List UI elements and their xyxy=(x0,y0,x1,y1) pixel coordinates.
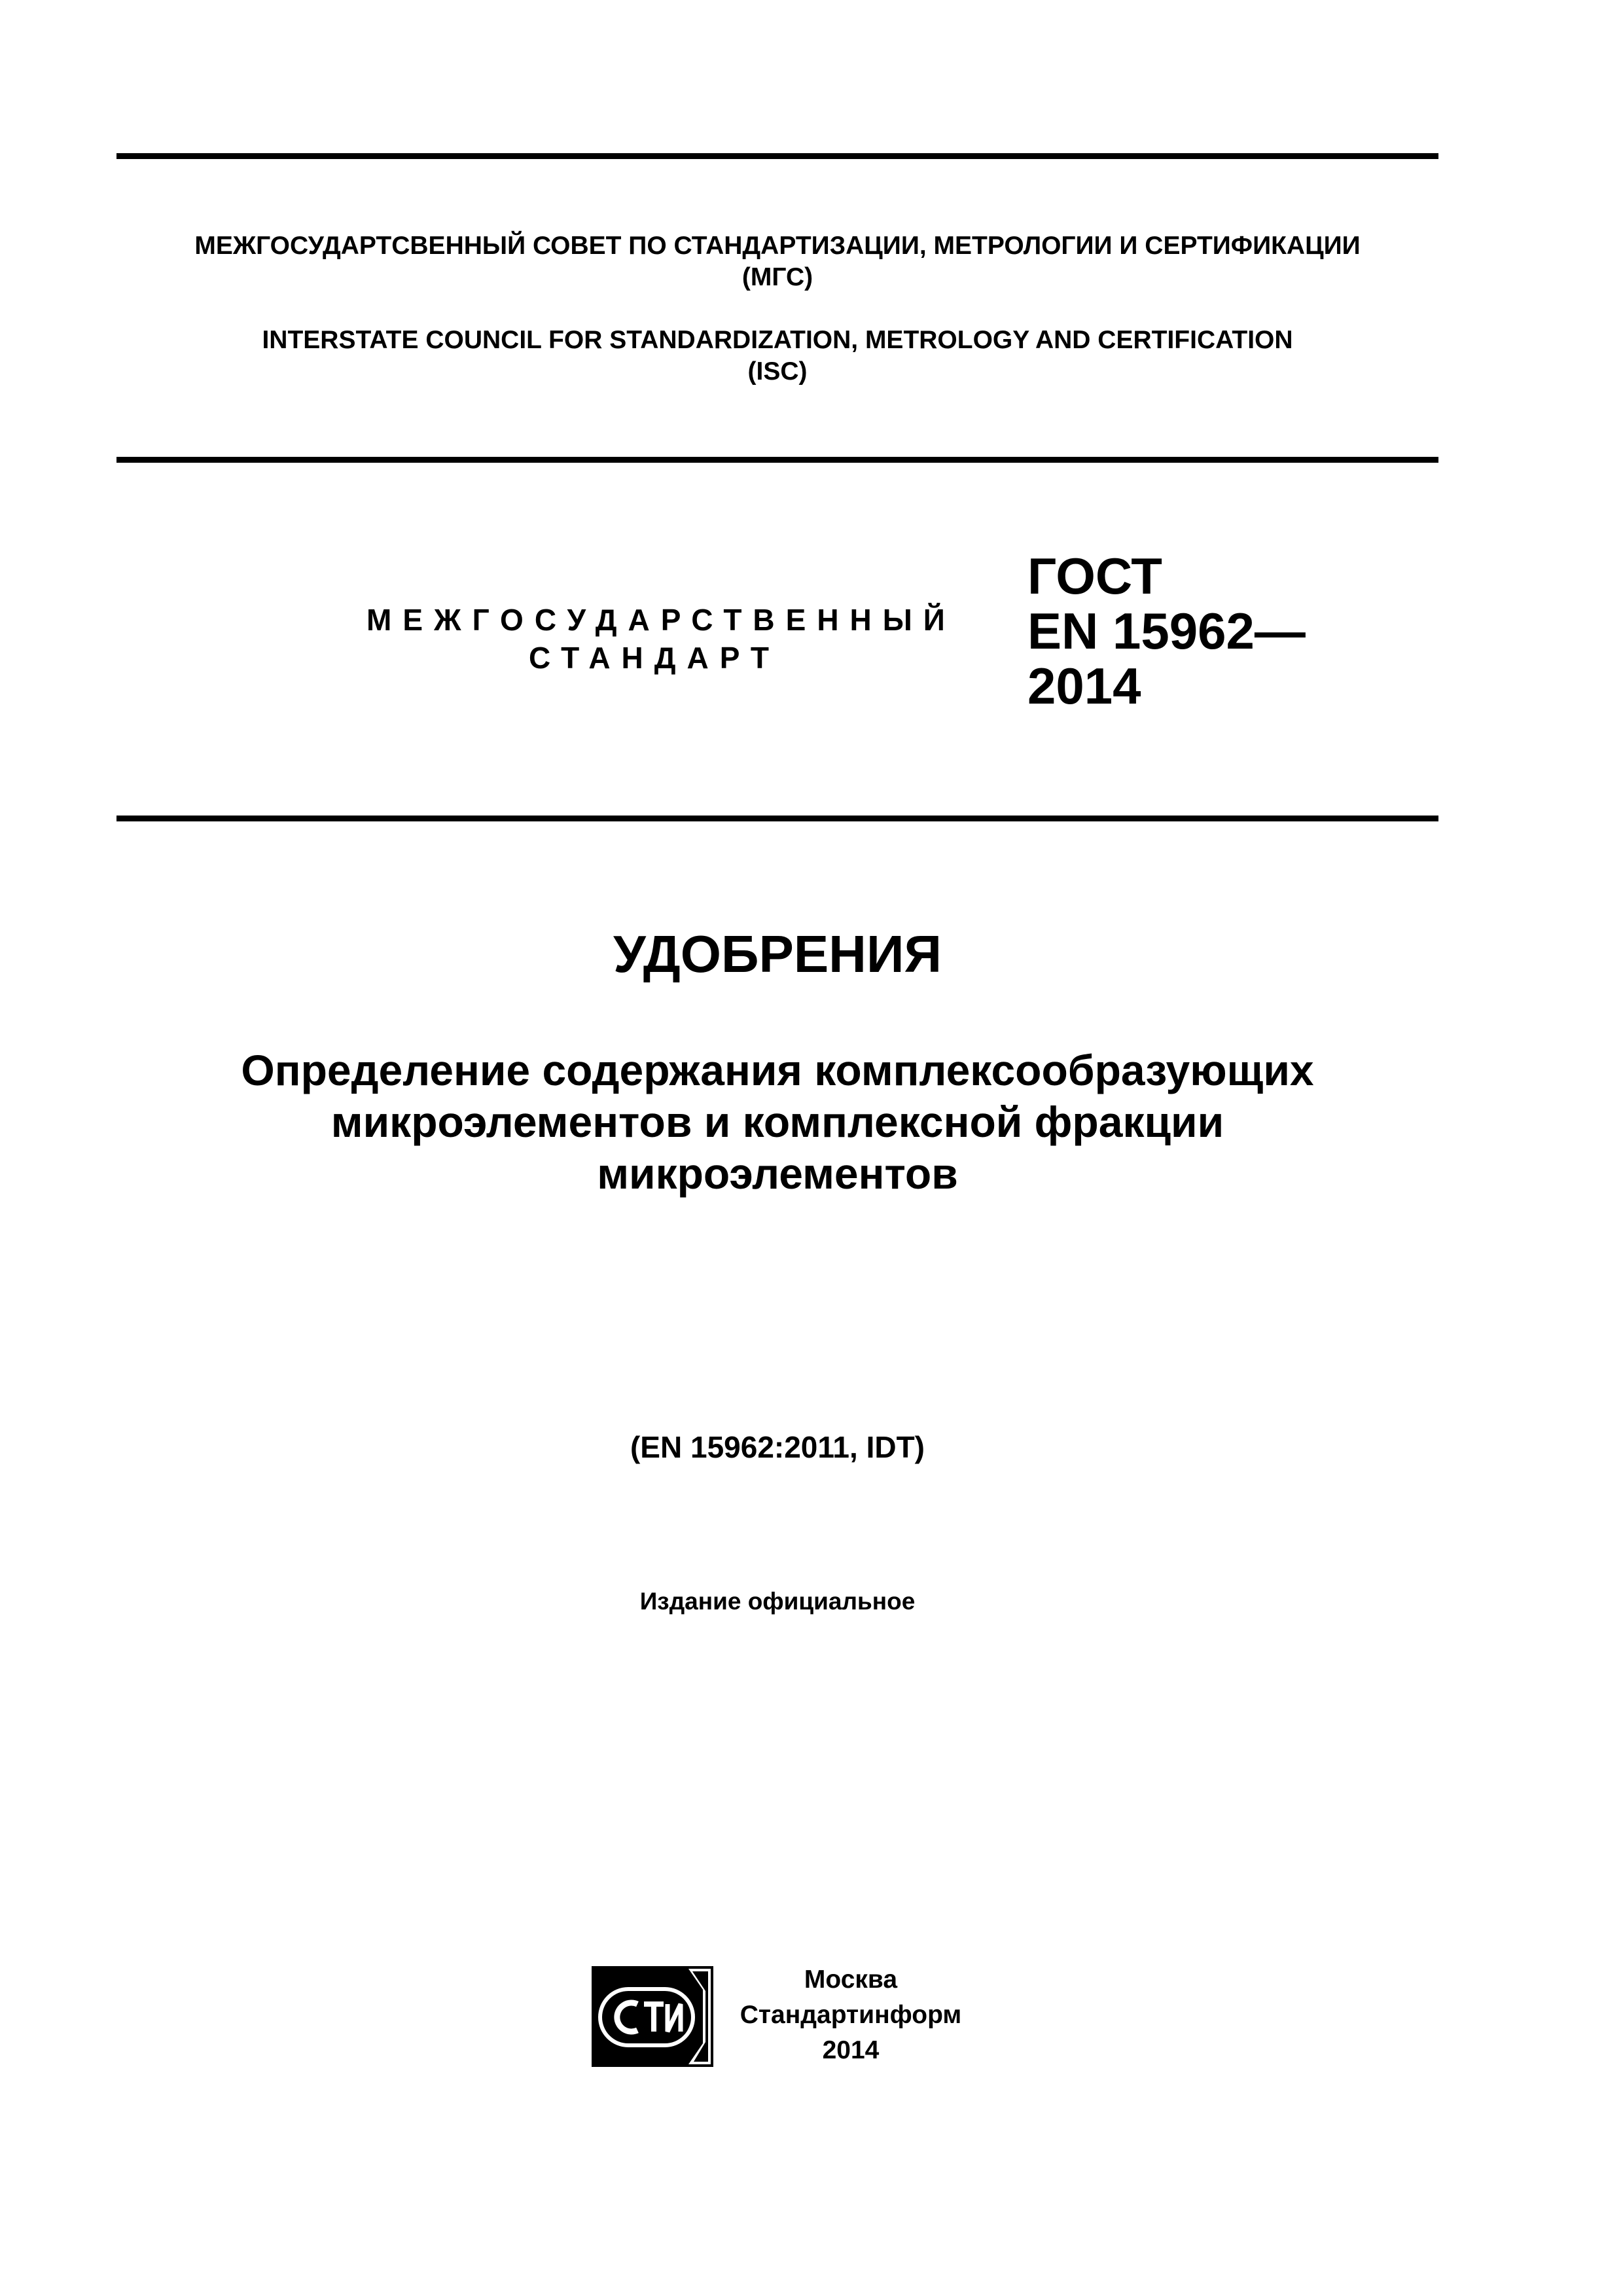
subtitle-line-3: микроэлементов xyxy=(597,1149,958,1198)
middle-divider xyxy=(116,457,1438,463)
standard-number xyxy=(1027,548,1446,713)
page-title: УДОБРЕНИЯ xyxy=(613,925,942,983)
council-name-russian xyxy=(116,230,1438,293)
standard-kind-line-1: МЕЖГОСУДАРСТВЕННЫЙ xyxy=(366,603,956,637)
standard-number-line-1: ГОСТ xyxy=(1027,547,1162,605)
publisher-logo-icon xyxy=(590,1965,715,2068)
standard-number-line-2: EN 15962— xyxy=(1027,602,1306,660)
standard-equivalence: (EN 15962:2011, IDT) xyxy=(630,1430,925,1464)
subtitle-line-1: Определение содержания комплексообразующих xyxy=(241,1046,1314,1094)
council-en-line-1: INTERSTATE COUNCIL FOR STANDARDIZATION, METROLOGY AND CERTIFICATION xyxy=(262,326,1293,354)
edition-note: Издание официальное xyxy=(639,1588,916,1615)
standard-kind-line-2: СТАНДАРТ xyxy=(529,641,780,675)
imprint-city: Москва xyxy=(804,1965,898,1994)
standard-number-line-3: 2014 xyxy=(1027,657,1141,715)
top-divider xyxy=(116,153,1438,159)
standard-kind xyxy=(366,601,956,677)
imprint-year: 2014 xyxy=(822,2036,880,2064)
document-subtitle xyxy=(116,1045,1438,1200)
council-ru-line-1: МЕЖГОСУДАРТСВЕННЫЙ СОВЕТ ПО СТАНДАРТИЗАЦИИ, МЕТРОЛОГИИ И СЕРТИФИКАЦИИ xyxy=(194,232,1361,260)
subtitle-line-2: микроэлементов и комплексной фракции xyxy=(330,1098,1224,1146)
council-name-english xyxy=(116,325,1438,387)
publisher-imprint xyxy=(720,1962,982,2068)
council-en-abbreviation: (ISC) xyxy=(747,357,808,386)
imprint-publisher: Стандартинформ xyxy=(740,2001,962,2029)
lower-divider xyxy=(116,816,1438,821)
council-ru-abbreviation: (МГС) xyxy=(741,263,813,291)
